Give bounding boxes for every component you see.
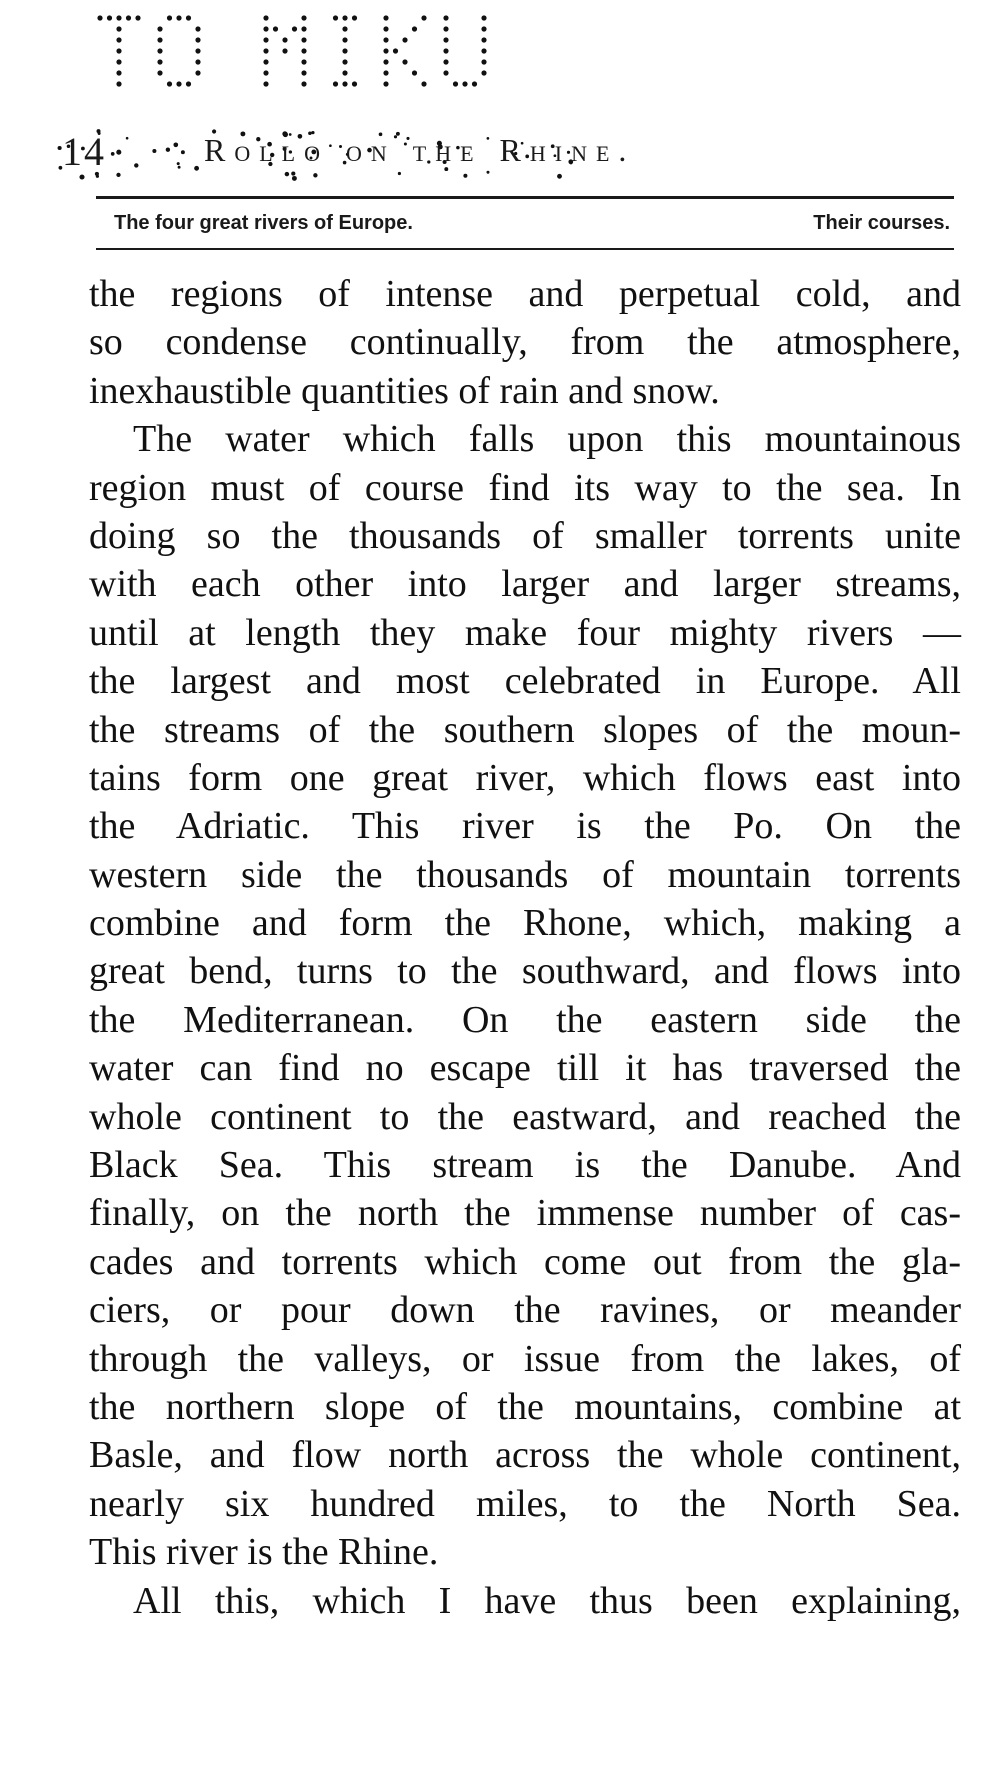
perforation-dot xyxy=(178,166,181,169)
stamp-dot xyxy=(352,81,357,86)
stamp-dot xyxy=(342,15,347,20)
text-line: so condense continually, from the atmosphere, xyxy=(89,321,961,364)
stamp-dot xyxy=(116,48,121,53)
text-line: tains form one great river, which flows east into xyxy=(89,756,961,799)
stamp-dot xyxy=(301,26,306,31)
text-line: Black Sea. This stream is the Danube. And xyxy=(89,1144,961,1187)
stamp-dot xyxy=(126,15,131,20)
text-line: the regions of intense and perpetual cold, and xyxy=(89,273,961,315)
stamp-dot xyxy=(167,81,172,86)
stamp-dot xyxy=(421,15,426,20)
stamp-dot xyxy=(135,15,140,20)
stamp-dot xyxy=(472,81,477,86)
text-line: the Mediterranean. On the eastern side the xyxy=(89,998,961,1041)
perforation-dot xyxy=(557,174,562,179)
perforation-dot xyxy=(173,142,178,147)
stamp-dot xyxy=(116,59,121,64)
page-number: 14 xyxy=(62,129,106,174)
stamp-dot xyxy=(342,81,347,86)
stamp-dot xyxy=(157,59,162,64)
running-head xyxy=(52,128,952,184)
stamp-dot xyxy=(342,26,347,31)
perforation-dot xyxy=(116,150,121,155)
stamp-dot xyxy=(443,15,448,20)
text-line: All this, which I have thus been explaining, xyxy=(133,1579,961,1622)
perforation-dot xyxy=(292,176,297,181)
header-rule-top xyxy=(96,196,954,199)
stamp-dot xyxy=(443,70,448,75)
stamp-dot xyxy=(301,70,306,75)
stamp-dot xyxy=(481,48,486,53)
text-line: until at length they make four mighty rivers — xyxy=(89,611,961,654)
perforation-dot xyxy=(134,163,138,167)
stamp-dot xyxy=(263,15,268,20)
stamp-dot xyxy=(342,37,347,42)
text-line: doing so the thousands of smaller torrents unite xyxy=(89,514,961,557)
stamp-dot xyxy=(263,48,268,53)
text-line: This river is the Rhine. xyxy=(89,1531,439,1574)
perforation-dot xyxy=(111,152,115,156)
perforation-dot xyxy=(181,150,185,154)
stamp-dot xyxy=(195,26,200,31)
perforation-dot xyxy=(126,137,129,140)
stamp-dot xyxy=(481,37,486,42)
stamp-dot xyxy=(462,81,467,86)
stamp-dot xyxy=(116,37,121,42)
perforation-dot xyxy=(96,175,99,178)
stamp-dot xyxy=(157,70,162,75)
stamp-dot xyxy=(342,70,347,75)
text-line: western side the thousands of mountain torrents xyxy=(89,853,961,896)
stamp-dot xyxy=(107,15,112,20)
text-line: the streams of the southern slopes of the moun- xyxy=(89,708,961,751)
stamp-dot xyxy=(301,15,306,20)
text-line: Basle, and flow north across the whole continent, xyxy=(89,1434,961,1477)
running-title: Rollo on the Rhine. xyxy=(204,132,636,168)
text-line: the Adriatic. This river is the Po. On the xyxy=(89,805,961,848)
stamp-dot xyxy=(481,15,486,20)
side-head-left: The four great rivers of Europe. xyxy=(114,212,413,234)
header-rule-bottom xyxy=(96,248,954,250)
stamp-dot xyxy=(176,81,181,86)
text-line: inexhaustible quantities of rain and snow. xyxy=(89,369,720,412)
stamp-dot xyxy=(263,26,268,31)
text-line: whole continent to the eastward, and reached the xyxy=(89,1095,961,1138)
stamp-dot xyxy=(116,15,121,20)
stamp-dot xyxy=(383,59,388,64)
stamp-dot xyxy=(383,81,388,86)
stamp-dot xyxy=(157,48,162,53)
stamp-dot xyxy=(352,15,357,20)
stamp-dot xyxy=(116,70,121,75)
perforation-dot xyxy=(177,162,180,165)
stamp-dot xyxy=(481,26,486,31)
stamp-dot xyxy=(97,15,102,20)
perforation-dot xyxy=(79,174,84,179)
stamp-dot xyxy=(263,37,268,42)
text-line: combine and form the Rhone, which, making a xyxy=(89,902,961,945)
stamp-dot xyxy=(263,70,268,75)
stamp-dot xyxy=(443,48,448,53)
stamp-dot xyxy=(412,70,417,75)
stamp-dot xyxy=(263,59,268,64)
stamp-dot xyxy=(333,81,338,86)
stamp-dot xyxy=(195,59,200,64)
text-line: great bend, turns to the southward, and flows into xyxy=(89,950,961,993)
stamp-dot xyxy=(342,59,347,64)
stamp-dot xyxy=(301,48,306,53)
perforated-stamp xyxy=(96,10,516,96)
stamp-dot xyxy=(116,26,121,31)
stamp-dot xyxy=(263,81,268,86)
text-line: through the valleys, or issue from the lakes, of xyxy=(89,1337,961,1380)
text-line: the largest and most celebrated in Europe. All xyxy=(89,660,961,703)
stamp-dot xyxy=(402,37,407,42)
stamp-dot xyxy=(167,15,172,20)
stamp-dot xyxy=(176,15,181,20)
text-line: ciers, or pour down the ravines, or meander xyxy=(89,1289,961,1332)
stamp-dot xyxy=(186,81,191,86)
stamp-dot xyxy=(301,81,306,86)
perforation-dot xyxy=(463,174,467,178)
stamp-dot xyxy=(195,37,200,42)
side-head-right: Their courses. xyxy=(813,212,950,234)
stamp-dot xyxy=(481,70,486,75)
perforation-dot xyxy=(291,172,295,176)
stamp-dot xyxy=(383,70,388,75)
stamp-dot xyxy=(421,81,426,86)
perforation-dot xyxy=(194,166,199,171)
text-line: finally, on the north the immense number of cas- xyxy=(89,1192,961,1235)
stamp-dot xyxy=(412,26,417,31)
text-line: the northern slope of the mountains, combine at xyxy=(89,1385,961,1428)
text-line: nearly six hundred miles, to the North Sea. xyxy=(89,1482,961,1525)
stamp-dot xyxy=(273,26,278,31)
stamp-dot xyxy=(333,15,338,20)
stamp-dot xyxy=(301,59,306,64)
perforation-dot xyxy=(285,172,289,176)
stamp-dot xyxy=(195,48,200,53)
stamp-dot xyxy=(282,48,287,53)
stamp-dot xyxy=(443,59,448,64)
text-line: water can find no escape till it has traversed the xyxy=(89,1047,961,1090)
stamp-dot xyxy=(383,15,388,20)
stamp-dot xyxy=(383,37,388,42)
text-line: region must of course find its way to the sea. In xyxy=(89,466,961,509)
stamp-dot xyxy=(383,26,388,31)
stamp-dot xyxy=(443,37,448,42)
stamp-dot xyxy=(393,48,398,53)
perforation-dot xyxy=(116,173,120,177)
text-line: cades and torrents which come out from the gla- xyxy=(89,1240,961,1283)
stamp-dot xyxy=(402,59,407,64)
text-line: with each other into larger and larger streams, xyxy=(89,563,961,606)
stamp-dot xyxy=(481,59,486,64)
stamp-dot xyxy=(282,37,287,42)
stamp-dot xyxy=(342,48,347,53)
stamp-dot xyxy=(443,26,448,31)
stamp-dot xyxy=(157,26,162,31)
stamp-dot xyxy=(383,48,388,53)
side-heads xyxy=(100,210,950,240)
text-line: The water which falls upon this mountainous xyxy=(133,418,961,461)
stamp-dot xyxy=(195,70,200,75)
stamp-dot xyxy=(157,37,162,42)
perforation-dot xyxy=(398,172,401,175)
stamp-dot xyxy=(186,15,191,20)
body-text xyxy=(89,270,961,1625)
stamp-dot xyxy=(301,37,306,42)
perforation-dot xyxy=(166,148,170,152)
stamp-dot xyxy=(292,26,297,31)
perforation-dot xyxy=(487,171,490,174)
stamp-dot xyxy=(116,81,121,86)
perforation-dot xyxy=(152,149,156,153)
perforation-dot xyxy=(313,173,317,177)
stamp-dot xyxy=(453,81,458,86)
